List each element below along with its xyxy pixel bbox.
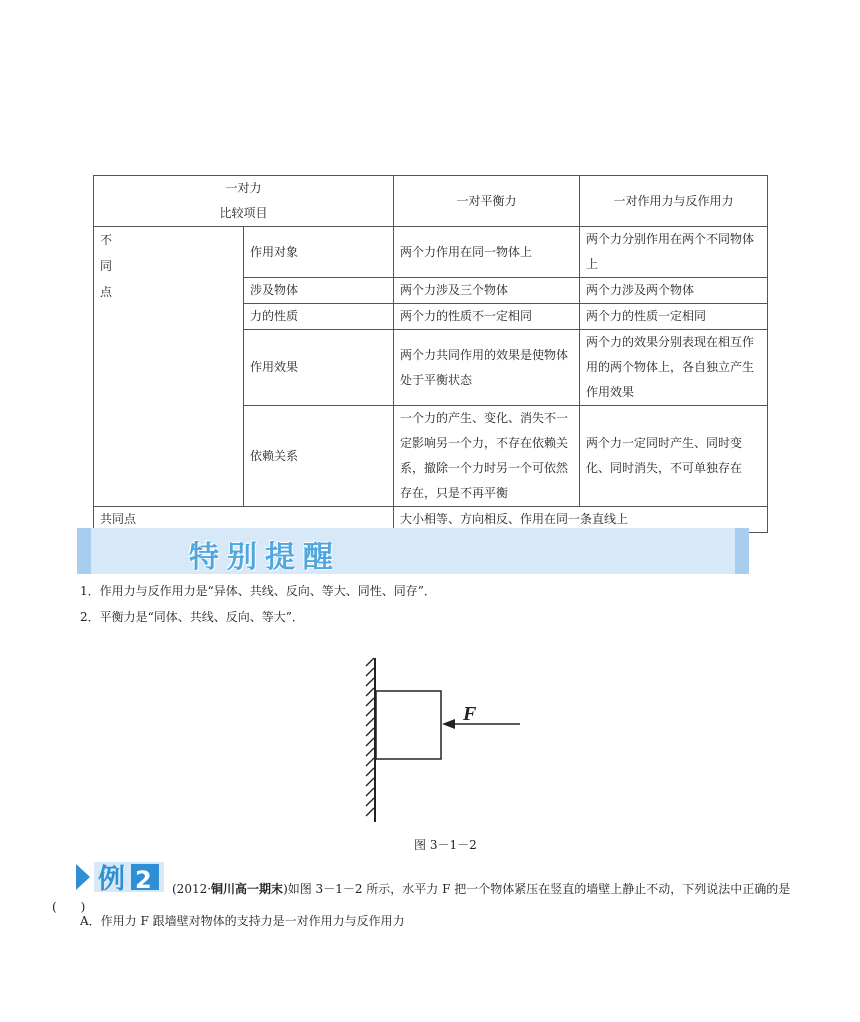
- row-item: 依赖关系: [244, 406, 394, 507]
- row-action: 两个力涉及两个物体: [580, 278, 768, 304]
- row-action: 两个力一定同时产生、同时变化、同时消失，不可单独存在: [580, 406, 768, 507]
- row-balance: 两个力涉及三个物体: [394, 278, 580, 304]
- row-balance: 一个力的产生、变化、消失不一定影响另一个力，不存在依赖关系，撤除一个力时另一个可依然存在，只是不再平衡: [394, 406, 580, 507]
- row-action: 两个力的性质一定相同: [580, 304, 768, 330]
- comparison-table: [93, 175, 768, 533]
- common-value: 大小相等、方向相反、作用在同一条直线上: [394, 507, 768, 533]
- table-header-row: [94, 176, 768, 227]
- source-prefix: (2012·: [172, 882, 212, 896]
- common-label: 共同点: [94, 507, 394, 533]
- source-name: 铜川高一期末: [211, 882, 284, 896]
- row-balance: 两个力的性质不一定相同: [394, 304, 580, 330]
- option-a: A．作用力 F 跟墙壁对物体的支持力是一对作用力与反作用力: [80, 914, 405, 928]
- note-1: 1．作用力与反作用力是“异体、共线、反向、等大、同性、同存”．: [80, 584, 436, 598]
- col-header-balance: 一对平衡力: [394, 176, 580, 227]
- example-question: [172, 880, 790, 897]
- corner-bottom-label: 比较项目: [219, 206, 268, 220]
- row-balance: 两个力作用在同一物体上: [394, 227, 580, 278]
- force-label: F: [463, 703, 477, 725]
- wall-block-figure: [360, 652, 530, 827]
- diff-label-cell: [94, 227, 244, 507]
- badge-arrow-icon: [76, 864, 90, 890]
- badge-text: 例: [98, 864, 125, 894]
- wall-hatching: [366, 658, 375, 822]
- diff-label-char: 同: [100, 259, 113, 273]
- col-header-action: 一对作用力与反作用力: [580, 176, 768, 227]
- corner-top-label: 一对力: [225, 181, 262, 195]
- special-reminder-banner: [77, 528, 749, 574]
- row-item: 作用效果: [244, 330, 394, 406]
- diff-label-char: 不: [100, 233, 113, 247]
- corner-cell: [94, 176, 394, 227]
- question-text: )如图 3－1－2 所示，水平力 F 把一个物体紧压在竖直的墙壁上静止不动，下列说法中正确的是: [283, 882, 791, 896]
- block: [376, 691, 441, 759]
- diff-label-char: 点: [100, 285, 113, 299]
- note-2: 2．平衡力是“同体、共线、反向、等大”．: [80, 610, 304, 624]
- row-item: 涉及物体: [244, 278, 394, 304]
- banner-left-bar: [77, 528, 91, 574]
- banner-right-bar: [735, 528, 749, 574]
- table-row: [94, 227, 768, 278]
- figure-caption: 图 3－1－2: [414, 838, 477, 852]
- example-badge: [76, 860, 166, 894]
- row-item: 作用对象: [244, 227, 394, 278]
- row-action: 两个力的效果分别表现在相互作用的两个物体上，各自独立产生作用效果: [580, 330, 768, 406]
- answer-parenthesis: ( ): [52, 900, 86, 914]
- banner-title: 特别提醒: [189, 540, 341, 575]
- row-item: 力的性质: [244, 304, 394, 330]
- row-action: 两个力分别作用在两个不同物体上: [580, 227, 768, 278]
- force-arrow: [442, 719, 520, 729]
- row-balance: 两个力共同作用的效果是使物体处于平衡状态: [394, 330, 580, 406]
- badge-number: 2: [135, 866, 152, 894]
